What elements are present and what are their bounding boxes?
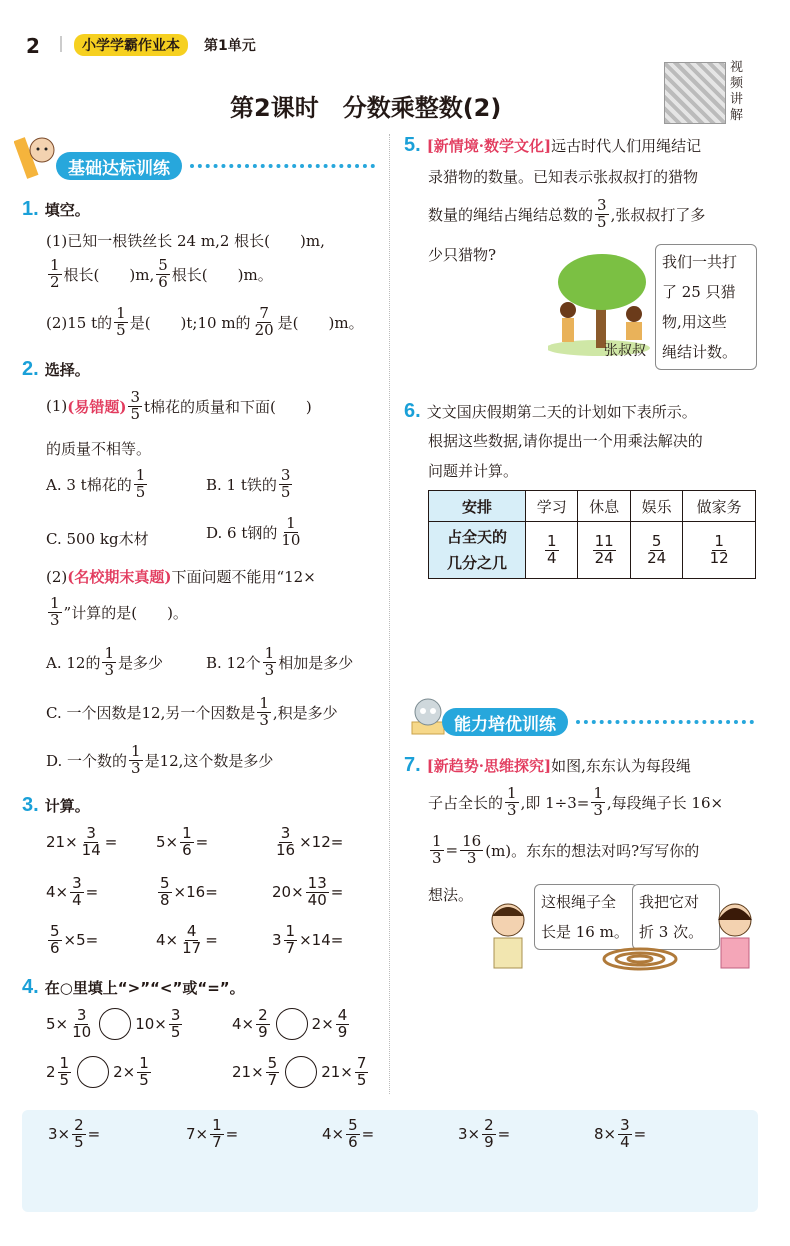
answer-circle[interactable] xyxy=(77,1056,109,1088)
q6-line3: 问题并计算。 xyxy=(428,462,519,480)
q2-option-c[interactable]: C. 500 kg木材 xyxy=(46,530,149,548)
q2-part1: (1) (易错题) $\frac{3}{5}$ t棉花的质量和下面( ) xyxy=(46,388,312,423)
q2-part1-cont: 的质量不相等。 xyxy=(46,440,152,458)
speech-bubble-girl: 我把它对 折 3 次。 xyxy=(632,884,720,950)
table-header-cell: 娱乐 xyxy=(630,491,682,522)
calc-item: 3 $\frac{1}{7}$ ×14= xyxy=(272,922,344,957)
table-header-cell: 学习 xyxy=(526,491,578,522)
speech-bubble-boy: 这根绳子全 长是 16 m。 xyxy=(534,884,638,950)
table-cell: $\frac{1}{4}$ xyxy=(526,522,578,579)
q5-line4: 少只猎物? xyxy=(428,246,497,264)
coiled-rope-icon xyxy=(600,946,680,972)
calc-item: 5× $\frac{1}{6}$ = xyxy=(156,824,209,859)
calc-item: 21× $\frac{3}{14}$ = xyxy=(46,824,118,859)
question-2-header: 2. 选择。 xyxy=(22,358,90,380)
section-advanced-banner: 能力培优训练 xyxy=(442,708,568,736)
qr-code-icon[interactable] xyxy=(664,62,726,124)
calc-item: 20× $\frac{13}{40}$ = xyxy=(272,874,344,909)
question-4-header: 4. 在○里填上“>”“<”或“=”。 xyxy=(22,976,245,998)
plan-table xyxy=(428,490,756,579)
q2-option2-a[interactable]: A. 12的 $\frac{1}{3}$ 是多少 xyxy=(46,644,164,679)
q5-line3: 数量的绳结占绳结总数的 $\frac{3}{5}$ ,张叔叔打了多 xyxy=(428,196,706,231)
compare-item: 2 $\frac{1}{5}$ 2× $\frac{1}{5}$ xyxy=(46,1054,149,1089)
caption-uncle-zhang: 张叔叔 xyxy=(604,343,646,359)
table-cell: $\frac{5}{24}$ xyxy=(630,522,682,579)
q2-option2-d[interactable]: D. 一个数的 $\frac{1}{3}$ 是12,这个数是多少 xyxy=(46,742,274,777)
question-7-line1: 7. [新趋势·思维探究] 如图,东东认为每段绳 xyxy=(404,754,691,776)
section-basic-banner: 基础达标训练 xyxy=(56,152,182,180)
q7-line2: 子占全长的 $\frac{1}{3}$ ,即 1÷3= $\frac{1}{3}$ ,每段绳子长 16× xyxy=(428,784,724,819)
calc-item: $\frac{5}{8}$ ×16= xyxy=(160,874,218,909)
table-cell: $\frac{11}{24}$ xyxy=(578,522,630,579)
answer-circle[interactable] xyxy=(276,1008,308,1040)
table-header-row xyxy=(429,491,756,522)
pencil-mascot-icon xyxy=(14,132,58,182)
q1-line3: (2)15 t的 $\frac{1}{5}$ 是( )t;10 m的 $\frac{7}{20}$ 是( )m。 xyxy=(46,304,364,339)
calc-item: 4× $\frac{4}{17}$ = xyxy=(156,922,218,957)
bottom-calc-item: 3× $\frac{2}{5}$ = xyxy=(48,1116,101,1151)
calc-item: $\frac{3}{16}$ ×12= xyxy=(276,824,344,859)
question-3-header: 3. 计算。 xyxy=(22,794,90,816)
lesson-title: 第2课时 分数乘整数(2) xyxy=(230,94,502,122)
bottom-calc-item: 3× $\frac{2}{9}$ = xyxy=(458,1116,511,1151)
page-number: 2 xyxy=(26,34,40,58)
divider xyxy=(60,36,62,52)
calc-item: 4× $\frac{3}{4}$ = xyxy=(46,874,99,909)
table-header-cell: 安排 xyxy=(429,491,526,522)
answer-circle[interactable] xyxy=(285,1056,317,1088)
q2-option2-c[interactable]: C. 一个因数是12,另一个因数是 $\frac{1}{3}$ ,积是多少 xyxy=(46,694,338,729)
compare-item: 5× $\frac{3}{10}$ 10× $\frac{3}{5}$ xyxy=(46,1006,181,1041)
calc-item: $\frac{5}{6}$ ×5= xyxy=(50,922,99,957)
table-cell: $\frac{1}{12}$ xyxy=(683,522,756,579)
q5-line2: 录猎物的数量。已知表示张叔叔打的猎物 xyxy=(428,168,699,186)
q7-line3: $\frac{1}{3}$ = $\frac{16}{3}$ (m)。东东的想法对吗?写写你的 xyxy=(432,832,700,867)
bottom-calc-item: 8× $\frac{3}{4}$ = xyxy=(594,1116,647,1151)
book-name-badge: 小学学霸作业本 xyxy=(74,34,188,56)
q2-part2-cont: $\frac{1}{3}$ ”计算的是( )。 xyxy=(50,594,188,629)
q2-option-a[interactable]: A. 3 t棉花的 $\frac{1}{5}$ xyxy=(46,466,146,501)
column-divider xyxy=(389,134,390,1094)
answer-bar xyxy=(22,1110,758,1212)
question-1-header: 1. 填空。 xyxy=(22,198,90,220)
question-6-line1: 6. 文文国庆假期第二天的计划如下表所示。 xyxy=(404,400,697,422)
table-row-label: 占全天的 几分之几 xyxy=(429,522,526,579)
compare-item: 4× $\frac{2}{9}$ 2× $\frac{4}{9}$ xyxy=(232,1006,348,1041)
boy-dongdong-illustration xyxy=(484,898,532,972)
bottom-calc-item: 4× $\frac{5}{6}$ = xyxy=(322,1116,375,1151)
dotted-line xyxy=(190,164,375,172)
q6-line2: 根据这些数据,请你提出一个用乘法解决的 xyxy=(428,432,703,450)
speech-bubble-hunter: 我们一共打 了 25 只猎 物,用这些 绳结计数。 xyxy=(655,244,757,370)
video-label: 视 频 讲 解 xyxy=(730,60,744,123)
q2-part2: (2) (名校期末真题) 下面问题不能用“12× xyxy=(46,567,316,586)
answer-circle[interactable] xyxy=(99,1008,131,1040)
q2-option-d[interactable]: D. 6 t钢的 $\frac{1}{10}$ xyxy=(206,514,301,549)
q2-option2-b[interactable]: B. 12个 $\frac{1}{3}$ 相加是多少 xyxy=(206,644,354,679)
table-header-cell: 休息 xyxy=(578,491,630,522)
q1-line1: (1)已知一根铁丝长 24 m,2 根长( )m, xyxy=(46,232,325,250)
compare-item: 21× $\frac{5}{7}$ 21× $\frac{7}{5}$ xyxy=(232,1054,367,1089)
q1-line2: $\frac{1}{2}$ 根长( )m, $\frac{5}{6}$ 根长( )m。 xyxy=(50,256,273,291)
girl-illustration xyxy=(712,898,758,972)
dotted-line xyxy=(576,720,754,728)
table-header-cell: 做家务 xyxy=(683,491,756,522)
question-5-line1: 5. [新情境·数学文化] 远古时代人们用绳结记 xyxy=(404,134,702,156)
unit-label: 第1单元 xyxy=(204,38,256,54)
q2-option-b[interactable]: B. 1 t铁的 $\frac{3}{5}$ xyxy=(206,466,291,501)
q7-line4: 想法。 xyxy=(428,886,474,904)
bottom-calc-item: 7× $\frac{1}{7}$ = xyxy=(186,1116,239,1151)
table-row xyxy=(429,522,756,579)
